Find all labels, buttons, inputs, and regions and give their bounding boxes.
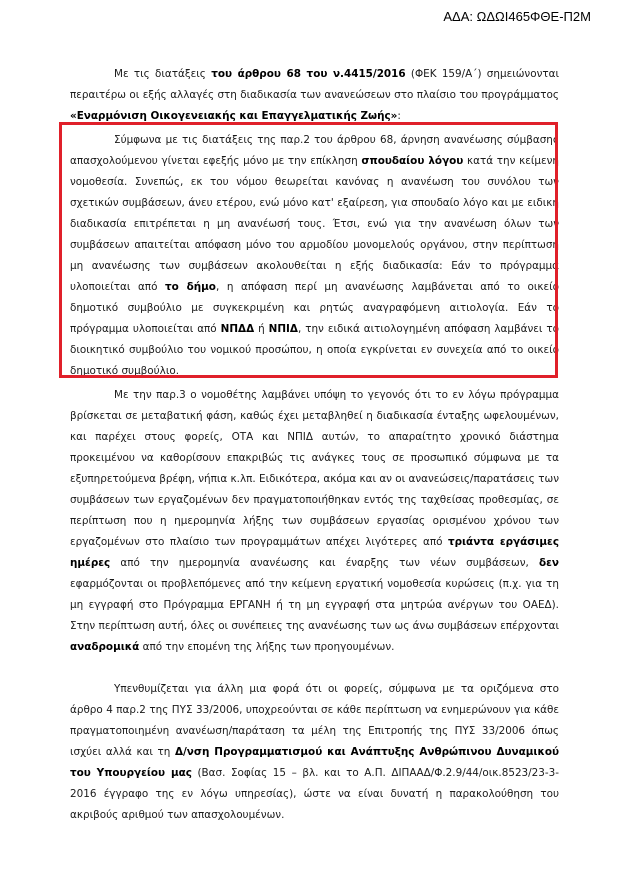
boxed-bold-npdd: ΝΠΔΔ <box>220 323 255 335</box>
boxed-bold-municipality: το δήμο <box>164 281 216 293</box>
document-body <box>70 64 559 826</box>
paragraph-3 <box>70 385 559 658</box>
boxed-bold-serious-reason: σπουδαίου λόγου <box>361 155 464 167</box>
boxed-text-2: κατά την κείμενη νομοθεσία. Συνεπώς, εκ του νόμου θεωρείται κανόνας η ανανέωση του συνόλου των σχετικών συμβάσεων, άνευ ετέρου, ενώ μόνο κατ' εξαίρεση, για σπουδαίο λόγο και με ειδική διαδικασία επιτρέπεται η μη ανανέωσή τους. Έτσι, ενώ για την ανανέωση όλων των συμβάσεων απαιτείται απόφαση μόνο του αρμοδίου μονομελούς οργάνου, στην περίπτωση μη ανανέωσης των συμβάσεων ακολουθείται η εξής διαδικασία: Εάν το πρόγραμμα υλοποιείται από <box>70 155 559 293</box>
program-name: «Εναρμόνιση Οικογενειακής και Επαγγελματικής Ζωής» <box>70 110 398 122</box>
boxed-text-3: , η απόφαση περί μη ανανέωσης λαμβάνεται από το οικείο δημοτικό συμβούλιο με συγκεκριμένη και ρητώς αναγραφόμενη αιτιολογία. Εάν το πρόγραμμα υλοποιείται από <box>70 281 559 335</box>
par3-bold-not: δεν <box>539 557 559 569</box>
reminder-paragraph <box>70 679 559 826</box>
reminder-text-2: (Βασ. Σοφίας 15 – βλ. και το Α.Π. ΔΙΠΑΑΔ/Φ.2.9/44/οικ.8523/23-3-2016 έγγραφο της εν λόγω υπηρεσίας), ώστε να είναι δυνατή η παρακολούθηση του ακριβούς αριθμού των απασχολουμένων. <box>70 767 559 821</box>
boxed-paragraph <box>70 130 559 382</box>
reminder-bold-directorate: Δ/νση Προγραμματισμού και Ανάπτυξης Ανθρώπινου Δυναμικού του Υπουργείου μας <box>70 746 559 779</box>
par3-bold-thirty-days: τριάντα εργάσιμες ημέρες <box>70 536 559 569</box>
intro-paragraph <box>70 64 559 127</box>
intro-law-reference: του άρθρου 68 του ν.4415/2016 <box>211 68 406 80</box>
par3-text-3: εφαρμόζονται οι προβλεπόμενες από την κείμενη εργατική νομοθεσία κυρώσεις (π.χ. για τη μη εγγραφή στο Πρόγραμμα ΕΡΓΑΝΗ ή τη μη εγγραφή στα μητρώα ανέργων του ΟΑΕΔ). Στην περίπτωση αυτή, όλες οι συνέπειες της ανανέωσης των ως άνω συμβάσεων επέρχονται <box>70 578 559 632</box>
par3-text-1: Με την παρ.3 ο νομοθέτης λαμβάνει υπόψη το γεγονός ότι το εν λόγω πρόγραμμα βρίσκεται σε μεταβατική φάση, καθώς έχει μεταβληθεί η διαδικασία ένταξης ωφελουμένων, και παρέχει στους φορείς, ΟΤΑ και ΝΠΙΔ αυτών, το απαραίτητο χρονικό διάστημα προκειμένου να καθορίσουν επακριβώς τις ανάγκες τους σε προσωπικό σύμφωνα με τα εξυπηρετούμενα βρέφη, νήπια κ.λπ. Ειδικότερα, ακόμα και αν οι ανανεώσεις/παρατάσεις των συμβάσεων των εργαζομένων δεν πραγματοποιήθηκαν εντός της ταχθείσας προθεσμίας, σε περίπτωση που η ημερομηνία λήξης των συμβάσεων εργασίας ορισμένου χρόνου των εργαζομένων στο πλαίσιο των προγραμμάτων απέχει λιγότερες από <box>70 389 559 548</box>
par3-bold-retroactively: αναδρομικά <box>70 641 140 653</box>
boxed-bold-npid: ΝΠΙΔ <box>268 323 298 335</box>
ada-code: ΑΔΑ: ΩΔΩΙ465ΦΘΕ-Π2Μ <box>443 9 591 24</box>
intro-text-2: (ΦΕΚ 159/Α΄) σημειώνονται περαιτέρω οι εξής αλλαγές στη διαδικασία των ανανεώσεων στο πλαίσιο του προγράμματος <box>70 68 560 101</box>
boxed-text-4: ή <box>254 323 269 335</box>
boxed-text-1: Σύμφωνα με τις διατάξεις της παρ.2 του άρθρου 68, άρνηση ανανέωσης σύμβασης απασχολούμενου γίνεται εφεξής μόνο με την επίκληση <box>70 134 559 167</box>
intro-text-3: : <box>397 110 401 122</box>
reminder-text-1: Υπενθυμίζεται για άλλη μια φορά ότι οι φορείς, σύμφωνα με τα οριζόμενα στο άρθρο 4 παρ.2 της ΠΥΣ 33/2006, υποχρεούνται σε κάθε περίπτωση να ενημερώνουν για κάθε πραγματοποιημένη ανανέωση/παράταση τα μέλη της Επιτροπής της ΠΥΣ 33/2006 όπως ισχύει αλλά και τη <box>70 683 559 758</box>
boxed-text-5: , την ειδικά αιτιολογημένη απόφαση λαμβάνει το διοικητικό συμβούλιο του νομικού προσώπου, η οποία εγκρίνεται εν συνεχεία από το οικείο δημοτικό συμβούλιο. <box>70 323 559 377</box>
par3-text-2: από την ημερομηνία ανανέωσης και έναρξης των νέων συμβάσεων, <box>110 557 539 569</box>
par3-text-4: από την επομένη της λήξης των προηγουμένων. <box>139 641 395 653</box>
intro-text-1: Με τις διατάξεις <box>114 68 212 80</box>
